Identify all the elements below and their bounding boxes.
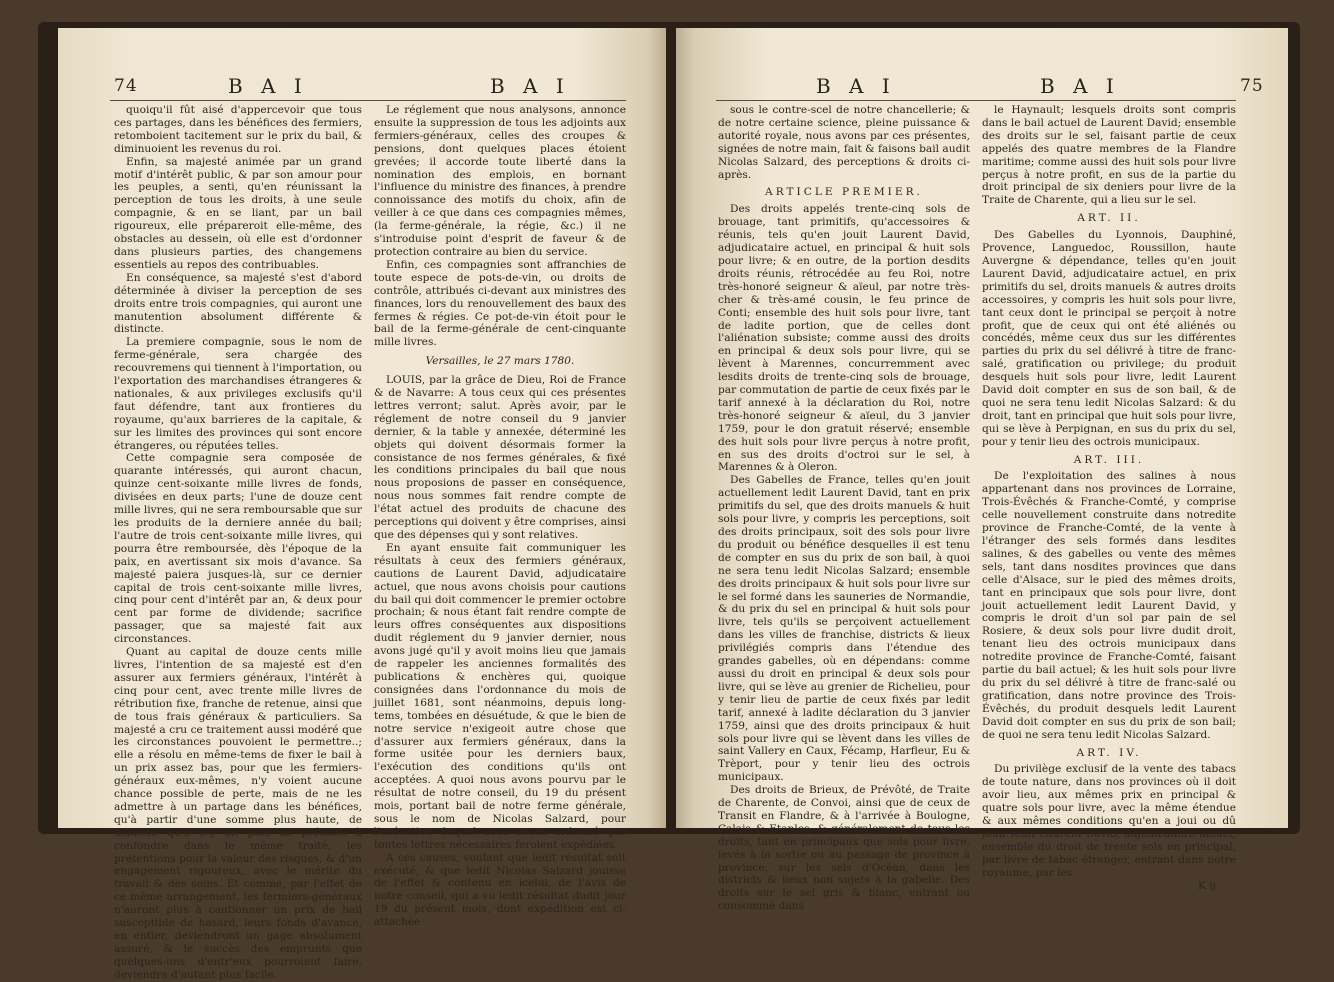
running-head: B A I xyxy=(1040,74,1120,98)
left-page-header xyxy=(58,72,666,98)
paragraph: Des droits appelés trente-cinq sols de brouage, tant primitifs, qu'accessoires & réunis, tels qu'en jouit Laurent David, adjudicataire actuel, en principal & huit sols pour livre; & en outre, de la portion desdits droits réunis, rétrocédée au feu Roi, notre très-honoré seigneur & aïeul, par notre très-cher & très-amé cousin, le feu prince de Conti; ensemble des huit sols pour livre, tant de ladite portion, que de celles dont l'aliénation subsiste; comme aussi des droits en principal & deux sols pour livre, qui se lèvent à Marennes, concurremment avec lesdits droits de trente-cinq sols de brouage, par commutation de partie de ceux fixés par le tarif annexé à la déclaration du Roi, notre très-honoré seigneur & aïeul, du 3 janvier 1759, pour le don gratuit réservé; ensemble des huit sols pour livre perçus à notre profit, en sus des droits d'octroi sur le sel, à Marennes & à Oleron. xyxy=(718,203,970,474)
paragraph: Le réglement que nous analysons, annonce ensuite la suppression de tous les adjoints aux fermiers-généraux, celles des croupes & pensions, dont quelques places étoient grevées; il accorde toute liberté dans la nomination des emplois, en bornant l'influence du ministre des finances, à prendre connoissance des motifs du choix, afin de veiller à ce que dans ces compagnies mêmes, (la ferme-générale, la régie, &c.) il ne s'introduise point d'esprit de faveur & de protection contraire au bien du service. xyxy=(374,104,626,258)
paragraph: Des droits de Brieux, de Prévôté, de Traite de Charente, de Convoi, ainsi que de ceux de Transit en Flandre, & à l'arrivée à Boulogne, Calais & Etaples, & généralement de tous les droits, tant en principaux que sols pour livre, levés à la sortie ou au passage de province à province, sur les sels d'Océan, dans les districts & lieux non sujets à la gabelle. Des droits sur le sel gris & blanc, entrant ou consommé dans xyxy=(718,784,970,913)
paragraph: De l'exploitation des salines à nous appartenant dans nos provinces de Lorraine, Trois-Évêchés & Franche-Comté, y comprise celle nouvellement construite dans notredite province de Franche-Comté, de la vente à l'étranger des sels formés dans lesdites salines, & des gabelles ou vente des mêmes sels, tant dans nosdites provinces que dans celle d'Alsace, sur le pied des mêmes droits, tant en principaux que sols pour livre, dont jouit actuellement ledit Laurent David, y compris le droit d'un sol par pain de sel Rosiere, & deux sols pour livre dudit droit, tenant lieu des octrois municipaux dans notredite province de Franche-Comté, faisant partie du bail actuel; & les huit sols pour livre du prix du sel délivré à titre de franc-salé ou gratification, dans notre province des Trois-Évêchés, du produit desquels ledit Laurent David doit compter en sus du prix de son bail; de quoi ne sera tenu ledit Nicolas Salzard. xyxy=(982,470,1236,741)
right-page xyxy=(676,28,1288,913)
paragraph: Enfin, sa majesté animée par un grand motif d'intérêt public, & par son amour pour les peuples, a senti, qu'en réunissant la perception de tous les droits, à une seule compagnie, & en se liant, par un bail rigoureux, elle prépareroit elle-même, des obstacles au dessein, où elle est d'ordonner dans plusieurs parties, des changemens essentiels au repos des contribuables. xyxy=(114,155,362,271)
header-rule xyxy=(716,100,1236,101)
right-page-header xyxy=(676,72,1288,98)
article-heading: ART. II. xyxy=(1077,212,1141,225)
text-column-2 xyxy=(374,104,626,929)
paragraph: sous le contre-scel de notre chancellerie; & de notre certaine science, pleine puissance & autorité royale, nous avons par ces présentes, signées de notre main, fait & faisons bail audit Nicolas Salzard, des perceptions & droits ci-après. xyxy=(718,104,970,181)
article-heading: ARTICLE PREMIER. xyxy=(765,186,923,199)
text-column-4 xyxy=(982,104,1236,892)
signature-mark: K ij xyxy=(1198,879,1216,892)
page-number-left: 74 xyxy=(114,76,138,96)
paragraph: Des Gabelles du Lyonnois, Dauphiné, Provence, Languedoc, Roussillon, haute Auvergne & dépendance, telles qu'en jouit Laurent David, adjudicataire actuel, en prix primitifs du sel, droits manuels & autres droits accessoires, y compris les huit sols pour livre, tant ceux dont le principal se perçoit à notre profit, que de ceux qui ont été aliénés ou concédés, même ceux dus sur les différentes parties du prix du sel délivré à titre de franc-salé, gratification ou privilege; du produit desquels huit sols pour livre, ledit Laurent David doit compter en sus de son bail, & de quoi ne sera tenu ledit Nicolas Salzard: & du droit, tant en principal que huit sols pour livre, qui se lève à Perpignan, en sus du prix du sel, pour y tenir lieu des octrois municipaux. xyxy=(982,229,1236,448)
paragraph: La premiere compagnie, sous le nom de ferme-générale, sera chargée des recouvremens qui tiennent à l'importation, ou l'exportation des marchandises étrangeres & nationales, & aux privileges exclusifs qu'il faut défendre, tant aux frontieres du royaume, qu'aux barrieres de la capitale, & sur les limites des provinces qui sont encore étrangeres, ou réputées telles. xyxy=(114,336,362,452)
paragraph: En conséquence, sa majesté s'est d'abord déterminée à diviser la perception de ses droits entre trois compagnies, qui auront une manutention absolument différente & distincte. xyxy=(114,271,362,336)
paragraph: LOUIS, par la grâce de Dieu, Roi de France & de Navarre: A tous ceux qui ces présentes lettres verront; salut. Après avoir, par le réglement de notre conseil du 9 janvier dernier, & la table y annexée, déterminé les objets qui doivent désormais former la consistance de nos fermes générales, & fixé les conditions principales du bail que nous nous proposions de passer en conséquence, nous nous sommes fait rendre compte de l'état actuel des produits de chacune des perceptions qui doivent y être comprises, ainsi que des dépenses qui y sont relatives. xyxy=(374,374,626,541)
page-number-right: 75 xyxy=(1240,76,1264,96)
running-head: B A I xyxy=(490,74,570,98)
paragraph: Cette compagnie sera composée de quarante intéressés, qui auront chacun, quinze cent-soixante mille livres de fonds, divisées en deux parts; l'une de douze cent mille livres, qui ne sera remboursable que sur les produits de la derniere année du bail; l'autre de trois cent-soixante mille livres, qui pourra être remboursée, dès l'époque de la paix, en avertissant six mois d'avance. Sa majesté paiera jusques-là, sur ce dernier capital de trois cent-soixante mille livres, cinq pour cent d'intérêt par an, & deux pour cent par forme de dividende; sacrifice passager, que sa majesté fait aux circonstances. xyxy=(114,452,362,646)
paragraph: Du privilège exclusif de la vente des tabacs de toute nature, dans nos provinces où il doit avoir lieu, aux mêmes prix en principal & quatre sols pour livre, avec la même étendue & aux mêmes conditions qu'en a joui ou dû jouir ledit Laurent David, adjudicataire actuel; ensemble du droit de trente sols en principal, par livre de tabac étranger, entrant dans notre royaume, par les xyxy=(982,763,1236,879)
paragraph: quoiqu'il fût aisé d'appercevoir que tous ces partages, dans les bénéfices des fermiers, retomboient tacitement sur le prix du bail, & diminuoient les revenus du roi. xyxy=(114,104,362,155)
paragraph: Quant au capital de douze cents mille livres, l'intention de sa majesté est d'en assurer aux fermiers généraux, l'intérêt à cinq pour cent, avec trente mille livres de rétribution fixe, franche de retenue, ainsi que de tous frais généraux & particuliers. Sa majesté a cru ce traitement aussi modéré que les circonstances pouvoient le permettre..; elle a résolu en même-tems de fixer le bail à un prix assez bas, pour que les fermiers-généraux eux-mêmes, n'y voient aucune chance possible de perte, mais de ne les admettre à un partage dans les bénéfices, qu'à partir d'une somme plus haute, de maniere qu'il n'y ait plus de prétexte à confondre dans le même traité, les prétentions pour la valeur des risques, & d'un engagement rigoureux, avec le mérite du travail & des soins. Et comme, par l'effet de ce même arrangement, les fermiers-généraux n'auront plus à cautionner un prix de bail susceptible de hasard, leurs fonds d'avance, en entier, deviendront un gage absolument assuré, & le succès des emprunts que quelques-uns d'entr'eux pourroient faire, deviendra d'autant plus facile. xyxy=(114,646,362,981)
date-line: Versailles, le 27 mars 1780. xyxy=(425,355,575,368)
paragraph: Des Gabelles de France, telles qu'en jouit actuellement ledit Laurent David, tant en prix primitifs du sel, que des droits manuels & huit sols pour livre, y compris les perceptions, soit des droits principaux, soit des sols pour livre du produit ou bénéfice desquelles il est tenu de compter en sus du prix de son bail, à quoi ne sera tenu ledit Nicolas Salzard; ensemble des droits principaux & huit sols pour livre sur le sel formé dans les sauneries de Normandie, & du prix du sel en principal & huit sols pour livre, tels qu'ils se perçoivent actuellement dans les villes de franchise, districts & lieux privilégiés compris dans l'étendue des grandes gabelles, où en dépendans: comme aussi du droit en principal & deux sols pour livre, qui se lève au grenier de Richelieu, pour y tenir lieu de partie de ceux fixés par ledit tarif, annexé à ladite déclaration du 3 janvier 1759, ainsi que des droits principaux & huit sols pour livre qui se lèvent dans les villes de saint Vallery en Caux, Fécamp, Harfleur, Eu & Trèport, pour y tenir lieu des octrois municipaux. xyxy=(718,474,970,784)
left-page xyxy=(58,28,666,981)
paragraph: En ayant ensuite fait communiquer les résultats à ceux des fermiers généraux, cautions de Laurent David, adjudicataire actuel, que nous avons choisis pour cautions du bail qui doit commencer le premier octobre prochain; & nous étant fait rendre compte de leurs offres conséquentes aux dispositions dudit réglement du 9 janvier dernier, nous avons jugé qu'il y avoit moins lieu que jamais de rappeler les anciennes formalités des publications & enchères qui, quoique consignées dans l'ordonnance du mois de juillet 1681, sont néanmoins, depuis long-tems, tombées en désuétude, & que le bien de notre service n'exigeoit autre chose que d'assurer aux fermiers généraux, dans la forme usitée pour les derniers baux, l'exécution des conditions qu'ils ont acceptées. A quoi nous avons pourvu par le résultat de notre conseil, du 19 du présent mois, portant bail de notre ferme générale, sous le nom de Nicolas Salzard, pour l'exécution duquel nous avons ordonné que toutes lettres nécessaires feroient expédiées. xyxy=(374,541,626,851)
paragraph: le Haynault; lesquels droits sont compris dans le bail actuel de Laurent David; ensemble des droits sur le sel, faisant partie de ceux appelés des quatre membres de la Flandre maritime; comme aussi des huit sols pour livre perçus à notre profit, en sus de la partie du droit principal de six deniers pour livre de la Traite de Charente, qui a lieu sur le sel. xyxy=(982,104,1236,207)
paragraph: A ces causes, voulant que ledit résultat soit exécuté, & que ledit Nicolas Salzard jouisse de l'effet & contenu en icelui, de l'avis de notre conseil, qui a vu ledit résultat dudit jour 19 du présent mois, dont expédition est ci-attachée xyxy=(374,851,626,929)
paragraph: Enfin, ces compagnies sont affranchies de toute espece de pots-de-vin, ou droits de contrôle, attribués ci-devant aux ministres des finances, lors du renouvellement des baux des fermes & régies. Ce pot-de-vin étoit pour le bail de la ferme-générale de cent-cinquante mille livres. xyxy=(374,258,626,349)
running-head: B A I xyxy=(228,74,308,98)
article-heading: ART. IV. xyxy=(1076,746,1142,759)
header-rule xyxy=(110,100,626,101)
article-heading: ART. III. xyxy=(1073,453,1145,466)
text-column-1 xyxy=(114,104,362,981)
text-column-3 xyxy=(718,104,970,913)
running-head: B A I xyxy=(816,74,896,98)
